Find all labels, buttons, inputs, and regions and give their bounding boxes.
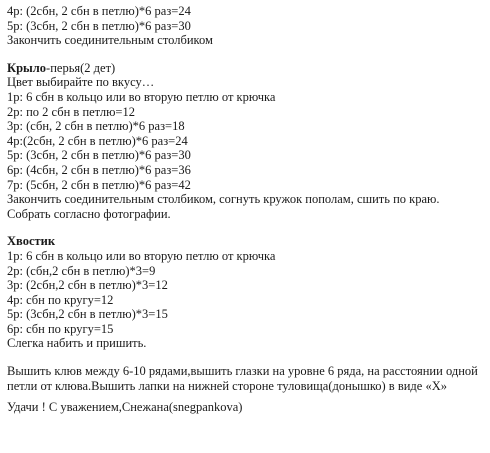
intro-line: Закончить соединительным столбиком	[7, 33, 213, 48]
finish-line: Вышить клюв между 6-10 рядами,вышить глазки на уровне 6 ряда, на расстоянии одной	[7, 364, 478, 379]
wing-line: 5р: (3сбн, 2 сбн в петлю)*6 раз=30	[7, 148, 191, 163]
intro-line: 4р: (2сбн, 2 сбн в петлю)*6 раз=24	[7, 4, 191, 18]
wing-line: 3р: (сбн, 2 сбн в петлю)*6 раз=18	[7, 119, 185, 134]
tail-line: 4р: сбн по кругу=12	[7, 292, 114, 307]
pattern-document	[7, 4, 485, 415]
wing-line: 4р:(2сбн, 2 сбн в петлю)*6 раз=24	[7, 133, 188, 148]
tail-line: 3р: (2сбн,2 сбн в петлю)*3=12	[7, 278, 168, 293]
wing-section	[7, 61, 485, 222]
tail-line: 1р: 6 сбн в кольцо или во вторую петлю от крючка	[7, 248, 276, 263]
wing-line: Закончить соединительным столбиком, согнуть кружок пополам, сшить по краю.	[7, 192, 440, 207]
wing-title: Крыло	[7, 60, 47, 75]
tail-line: Слегка набить и пришить.	[7, 336, 147, 351]
intro-line: 5р: (3сбн, 2 сбн в петлю)*6 раз=30	[7, 18, 191, 33]
tail-title: Хвостик	[7, 234, 56, 249]
wing-line: 7р: (5сбн, 2 сбн в петлю)*6 раз=42	[7, 177, 191, 192]
finish-section	[7, 364, 485, 393]
intro-section	[7, 4, 485, 48]
tail-line: 6р: сбн по кругу=15	[7, 321, 114, 336]
signature: Удачи ! С уважением,Снежана(snegpankova)	[7, 400, 243, 415]
wing-line: 1р: 6 сбн в кольцо или во вторую петлю от крючка	[7, 89, 276, 104]
wing-line: Собрать согласно фотографии.	[7, 206, 171, 221]
wing-line: 2р: по 2 сбн в петлю=12	[7, 104, 135, 119]
wing-line: Цвет выбирайте по вкусу…	[7, 75, 155, 90]
tail-line: 5р: (3сбн,2 сбн в петлю)*3=15	[7, 307, 168, 322]
finish-line: петли от клюва.Вышить лапки на нижней стороне туловища(донышко) в виде «Х»	[7, 378, 447, 393]
wing-line: 6р: (4сбн, 2 сбн в петлю)*6 раз=36	[7, 162, 191, 177]
wing-heading	[7, 61, 485, 76]
wing-title-suffix: -перья(2 дет)	[46, 60, 116, 75]
tail-section	[7, 234, 485, 351]
tail-line: 2р: (сбн,2 сбн в петлю)*3=9	[7, 263, 156, 278]
